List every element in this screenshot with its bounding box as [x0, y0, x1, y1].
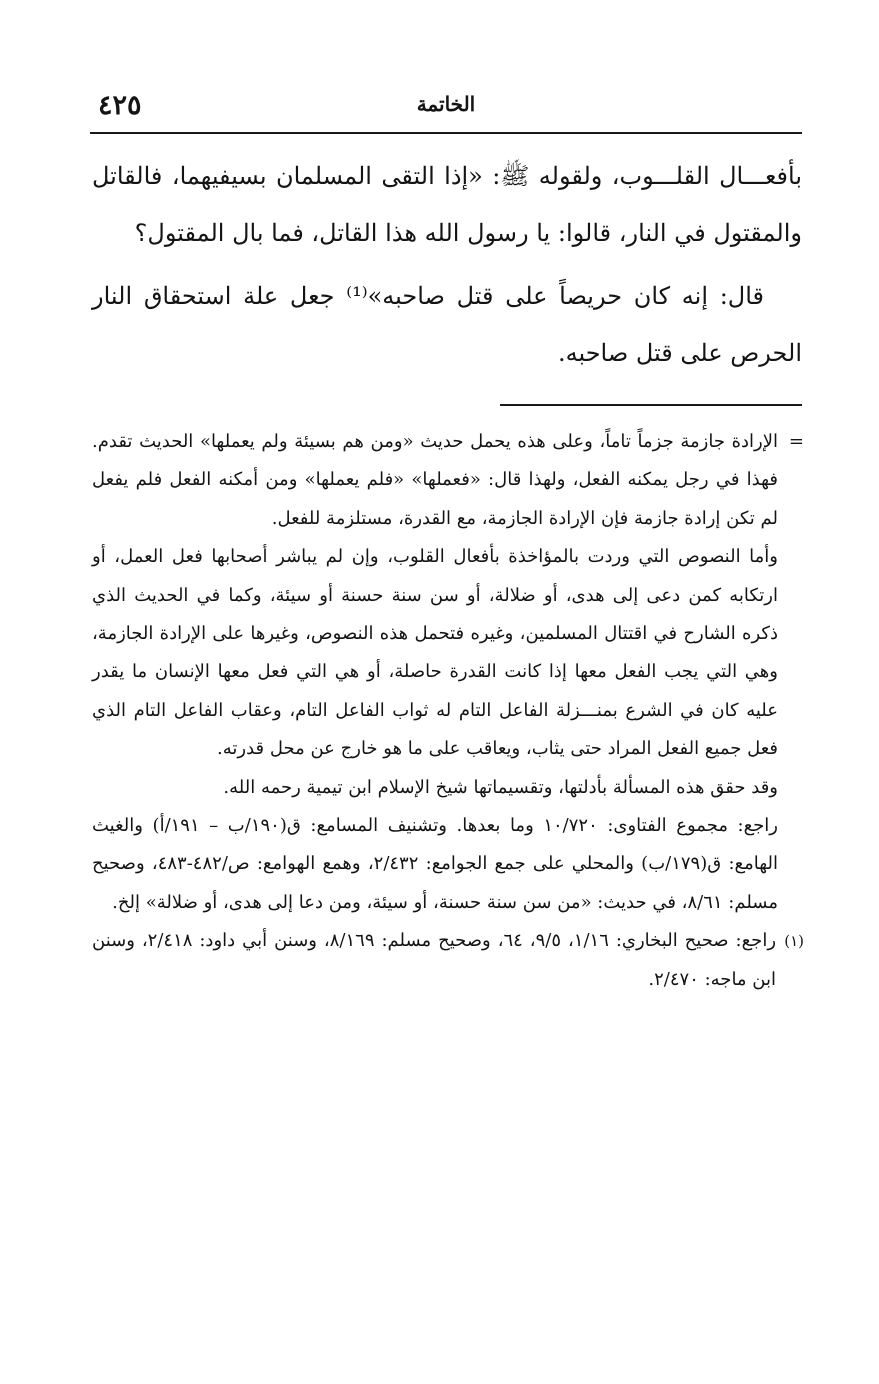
page-header — [90, 86, 802, 134]
main-paragraph: بأفعـــال القلـــوب، ولقوله ﷺ: «إذا التقى المسلمان بسيفيهما، فالقاتل والمقتول في النار، قالوا: يا رسول الله هذا القاتل، فما بال المقتول؟ — [92, 162, 802, 247]
footnote-references: راجع: مجموع الفتاوى: ١٠/٧٢٠ وما بعدها. وتشنيف المسامع: ق(١٩٠/ب – ١٩١/أ) والغيث الهامع: ق(١٧٩/ب) والمحلي على جمع الجوامع: ٢/٤٣٢، وهمع الهوامع: ص/٤٨٢-٤٨٣، وصحيح مسلم: ٨/٦١، في حديث: «من سن سنة حسنة، أو سيئة، ومن دعا إلى هدى، أو ضلالة» إلخ. — [92, 815, 778, 913]
footnote-paragraph: وقد حقق هذه المسألة بأدلتها، وتقسيماتها شيخ الإسلام ابن تيمية رحمه الله. — [223, 776, 778, 798]
footnote-number: (١) — [784, 932, 804, 951]
footnote-continuation — [92, 423, 804, 538]
main-text — [92, 148, 802, 382]
footnote-paragraph: وأما النصوص التي وردت بالمؤاخذة بأفعال القلوب، وإن لم يباشر أصحابها فعل العمل، أو ارتكابه كمن دعى إلى هدى، أو ضلالة، أو سن سنة حسنة أو سيئة، وكما في الحديث الذي ذكره الشارح في اقتتال المسلمين، وغيره فتحمل هذه النصوص، وغيرها على الإرادة الجازمة، وهي التي يجب الفعل معها إذا كانت القدرة حاصلة، أو هي التي فعل معها الإنسان ما يقدر عليه كان في الشرع بمنـــزلة الفاعل التام له ثواب الفاعل التام، وعقاب الفاعل التام الذي فعل جميع الفعل المراد حتى يثاب، ويعاقب على ما هو خارج عن محل قدرته. — [92, 546, 778, 760]
footnote-text: راجع: صحيح البخاري: ١/١٦، ٩/٥، ٦٤، وصحيح مسلم: ٨/١٦٩، وسنن أبي داود: ٢/٤١٨، وسنن ابن ماجه: ٢/٤٧٠. — [92, 930, 777, 990]
page-number: ٤٢٥ — [98, 90, 142, 121]
footnote-separator — [500, 404, 802, 406]
continuation-mark: = — [788, 431, 804, 452]
main-paragraph: قال: إنه كان حريصاً على قتل صاحبه»⁽¹⁾ جعل علة استحقاق النار الحرص على قتل صاحبه. — [92, 282, 802, 367]
footnote-paragraph: الإرادة جازمة جزماً تاماً، وعلى هذه يحمل حديث «ومن هم بسيئة ولم يعملها» الحديث تقدم. فهذا في رجل يمكنه الفعل، ولهذا قال: «فعملها» «فلم يعملها» ومن أمكنه الفعل فلم يفعل لم تكن إرادة جازمة فإن الإرادة الجازمة، مع القدرة، مستلزمة للفعل. — [92, 431, 778, 529]
running-title: الخاتمة — [416, 92, 476, 116]
footnote-1 — [92, 922, 804, 999]
footnotes — [92, 423, 804, 999]
